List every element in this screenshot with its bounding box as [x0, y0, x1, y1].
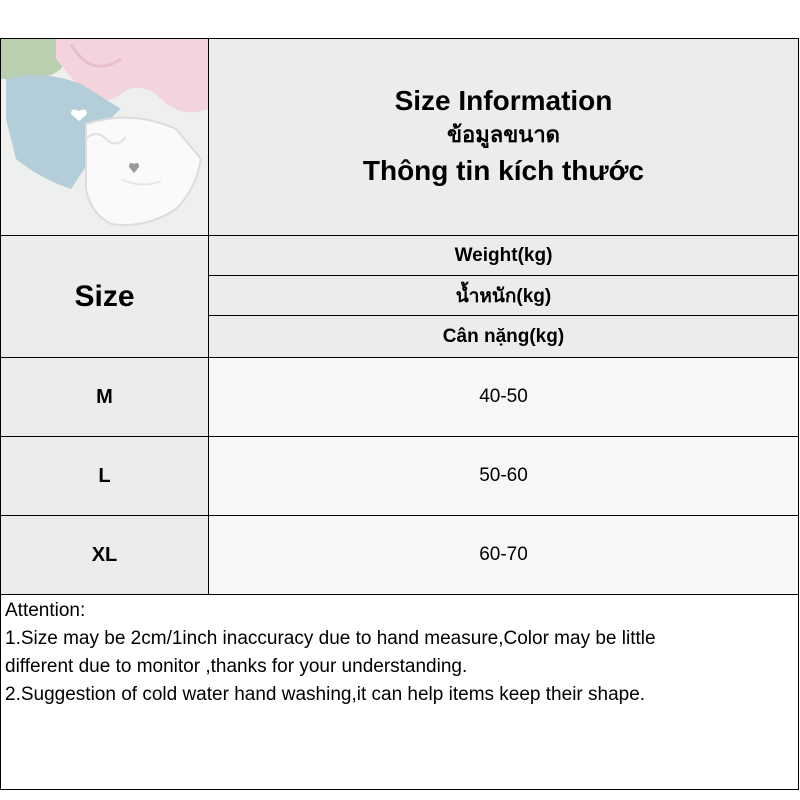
size-xl-label: XL [1, 515, 208, 594]
size-l-weight: 50-60 [208, 436, 798, 515]
note-line-2: different due to monitor ,thanks for your understanding. [5, 656, 468, 677]
weight-header-english: Weight(kg) [208, 235, 798, 275]
size-m-weight: 40-50 [208, 357, 798, 436]
title-vietnamese: Thông tin kích thước [362, 155, 645, 186]
size-m-label: M [1, 357, 208, 436]
title-block [208, 39, 798, 235]
size-chart [0, 38, 799, 790]
size-header: Size [1, 235, 208, 357]
attention-notes [1, 594, 798, 789]
size-xl-weight: 60-70 [208, 515, 798, 594]
weight-header-vietnamese: Cân nặng(kg) [208, 315, 798, 357]
size-l-label: L [1, 436, 208, 515]
note-line-3: 2.Suggestion of cold water hand washing,it can help items keep their shape. [5, 684, 646, 705]
title-thai: ข้อมูลขนาด [447, 122, 560, 147]
attention-heading: Attention: [5, 600, 86, 621]
product-image [1, 39, 208, 235]
product-photo [1, 39, 208, 235]
weight-header-thai: น้ำหนัก(kg) [208, 275, 798, 315]
title-english: Size Information [394, 85, 613, 116]
note-line-1: 1.Size may be 2cm/1inch inaccuracy due to hand measure,Color may be little [5, 628, 656, 649]
